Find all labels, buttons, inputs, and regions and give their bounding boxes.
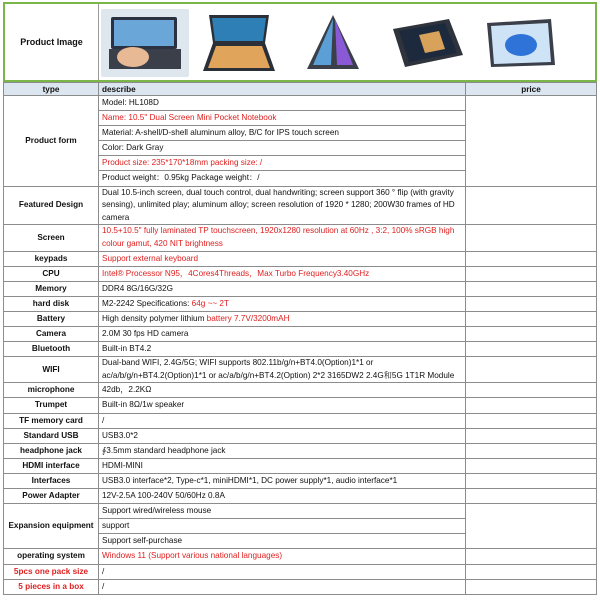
desc-expansion-self-purchase: Support self-purchase	[99, 534, 466, 549]
tent-mode-image	[289, 9, 377, 77]
table-row	[4, 281, 597, 296]
hard-disk-range: 64g ~~ 2T	[191, 298, 229, 308]
table-row	[4, 579, 597, 594]
row-label-standard-usb: Standard USB	[4, 428, 99, 443]
table-row	[4, 413, 597, 428]
table-row	[4, 473, 597, 488]
desc-power-adapter: 12V-2.5A 100-240V 50/60Hz 0.8A	[99, 489, 466, 504]
price-cell	[466, 383, 597, 398]
desc-keypads: Support external keyboard	[99, 251, 466, 266]
price-cell	[466, 489, 597, 504]
table-row	[4, 327, 597, 342]
spec-table	[3, 82, 597, 595]
price-cell	[466, 327, 597, 342]
battery-spec: battery 7.7V/3200mAH	[206, 313, 290, 323]
table-row	[4, 549, 597, 564]
table-row	[4, 186, 597, 225]
price-cell	[466, 413, 597, 428]
price-cell	[466, 357, 597, 383]
row-label-os: operating system	[4, 549, 99, 564]
row-label-power-adapter: Power Adapter	[4, 489, 99, 504]
price-cell	[466, 281, 597, 296]
price-cell	[466, 96, 597, 187]
hand-using-laptop-image	[101, 9, 189, 77]
desc-screen: 10.5+10.5" fully laminated TP touchscreen, 1920x1280 resolution at 60Hz , 3:2, 100% sRGB high colour gamut, 420 NIT brightness	[99, 225, 466, 251]
price-cell	[466, 579, 597, 594]
price-cell	[466, 266, 597, 281]
row-label-hdmi: HDMI interface	[4, 458, 99, 473]
desc-headphone-jack: ∮3.5mm standard headphone jack	[99, 443, 466, 458]
table-row	[4, 225, 597, 251]
price-cell	[466, 342, 597, 357]
desc-hdmi: HDMI-MINI	[99, 458, 466, 473]
table-row	[4, 443, 597, 458]
desc-tf-card: /	[99, 413, 466, 428]
price-cell	[466, 296, 597, 311]
desc-camera: 2.0M 30 fps HD camera	[99, 327, 466, 342]
desc-expansion-support: support	[99, 519, 466, 534]
table-row	[4, 357, 597, 383]
price-cell	[466, 398, 597, 413]
desc-cpu: Intel® Processor N95，4Cores4Threads，Max Turbo Frequency3.40GHz	[99, 266, 466, 281]
table-row	[4, 458, 597, 473]
table-row	[4, 489, 597, 504]
desc-os: Windows 11 (Support various national languages)	[99, 549, 466, 564]
desc-box: /	[99, 579, 466, 594]
header-row	[4, 83, 597, 96]
column-header-describe: describe	[99, 83, 466, 96]
price-cell	[466, 251, 597, 266]
desc-weight: Product weight：0.95kg Package weight：/	[99, 171, 466, 186]
desc-memory: DDR4 8G/16G/32G	[99, 281, 466, 296]
price-cell	[466, 473, 597, 488]
row-label-featured-design: Featured Design	[4, 186, 99, 225]
row-label-expansion: Expansion equipment	[4, 504, 99, 549]
spec-sheet	[3, 2, 597, 595]
table-row	[4, 311, 597, 326]
row-label-box: 5 pieces in a box	[4, 579, 99, 594]
table-row	[4, 564, 597, 579]
table-row	[4, 504, 597, 519]
row-label-bluetooth: Bluetooth	[4, 342, 99, 357]
windows-desktop-image	[477, 9, 565, 77]
row-label-battery: Battery	[4, 311, 99, 326]
row-label-wifi: WIFI	[4, 357, 99, 383]
column-header-price: price	[466, 83, 597, 96]
price-cell	[466, 443, 597, 458]
desc-pack-size: /	[99, 564, 466, 579]
desc-standard-usb: USB3.0*2	[99, 428, 466, 443]
price-cell	[466, 186, 597, 225]
desc-bluetooth: Built-in BT4.2	[99, 342, 466, 357]
row-label-microphone: microphone	[4, 383, 99, 398]
hard-disk-prefix: M2-2242 Specifications:	[102, 298, 192, 308]
price-cell	[466, 549, 597, 564]
product-image-label: Product Image	[5, 4, 99, 80]
row-label-memory: Memory	[4, 281, 99, 296]
table-row	[4, 398, 597, 413]
row-label-cpu: CPU	[4, 266, 99, 281]
row-label-product-form: Product form	[4, 96, 99, 187]
column-header-type: type	[4, 83, 99, 96]
table-row	[4, 342, 597, 357]
dual-screen-open-image	[195, 9, 283, 77]
desc-color: Color: Dark Gray	[99, 141, 466, 156]
desc-battery	[99, 311, 466, 326]
price-cell	[466, 428, 597, 443]
table-row	[4, 96, 597, 111]
table-row	[4, 251, 597, 266]
desc-product-size: Product size: 235*170*18mm packing size: /	[99, 156, 466, 171]
row-label-screen: Screen	[4, 225, 99, 251]
product-image-row	[3, 2, 597, 82]
desc-material: Material: A-shell/D-shell aluminum alloy, B/C for IPS touch screen	[99, 126, 466, 141]
desc-wifi: Dual-band WIFI, 2.4G/5G; WIFI supports 802.11b/g/n+BT4.0(Option)1*1 or ac/a/b/g/n+BT4.2(Option)1*1 or ac/a/b/g/n+BT4.2(Option) 2*2 3165DW2 2.4G和5G 1T1R Module	[99, 357, 466, 383]
desc-trumpet: Built-in 8Ω/1w speaker	[99, 398, 466, 413]
table-row	[4, 296, 597, 311]
row-label-camera: Camera	[4, 327, 99, 342]
table-row	[4, 266, 597, 281]
desc-microphone: 42db，2.2KΩ	[99, 383, 466, 398]
row-label-tf-card: TF memory card	[4, 413, 99, 428]
row-label-trumpet: Trumpet	[4, 398, 99, 413]
row-label-hard-disk: hard disk	[4, 296, 99, 311]
price-cell	[466, 458, 597, 473]
desc-hard-disk	[99, 296, 466, 311]
desc-interfaces: USB3.0 interface*2, Type-c*1, miniHDMI*1, DC power supply*1, audio interface*1	[99, 473, 466, 488]
row-label-pack-size: 5pcs one pack size	[4, 564, 99, 579]
desc-name: Name: 10.5" Dual Screen Mini Pocket Notebook	[99, 111, 466, 126]
price-cell	[466, 564, 597, 579]
row-label-interfaces: Interfaces	[4, 473, 99, 488]
row-label-headphone-jack: headphone jack	[4, 443, 99, 458]
price-cell	[466, 311, 597, 326]
table-row	[4, 428, 597, 443]
desc-featured-design: Dual 10.5-inch screen, dual touch control, dual handwriting; screen support 360 ° flip (with gravity sensing), unlimited play; aluminum alloy; screen resolution of 1920 * 1280; 200W30 frames of HD camera	[99, 186, 466, 225]
price-cell	[466, 504, 597, 549]
battery-prefix: High density polymer lithium	[102, 313, 207, 323]
table-row	[4, 383, 597, 398]
price-cell	[466, 225, 597, 251]
desc-expansion-mouse: Support wired/wireless mouse	[99, 504, 466, 519]
desc-model: Model: HL108D	[99, 96, 466, 111]
folded-screens-image	[383, 9, 471, 77]
row-label-keypads: keypads	[4, 251, 99, 266]
product-thumbnails	[101, 9, 565, 77]
